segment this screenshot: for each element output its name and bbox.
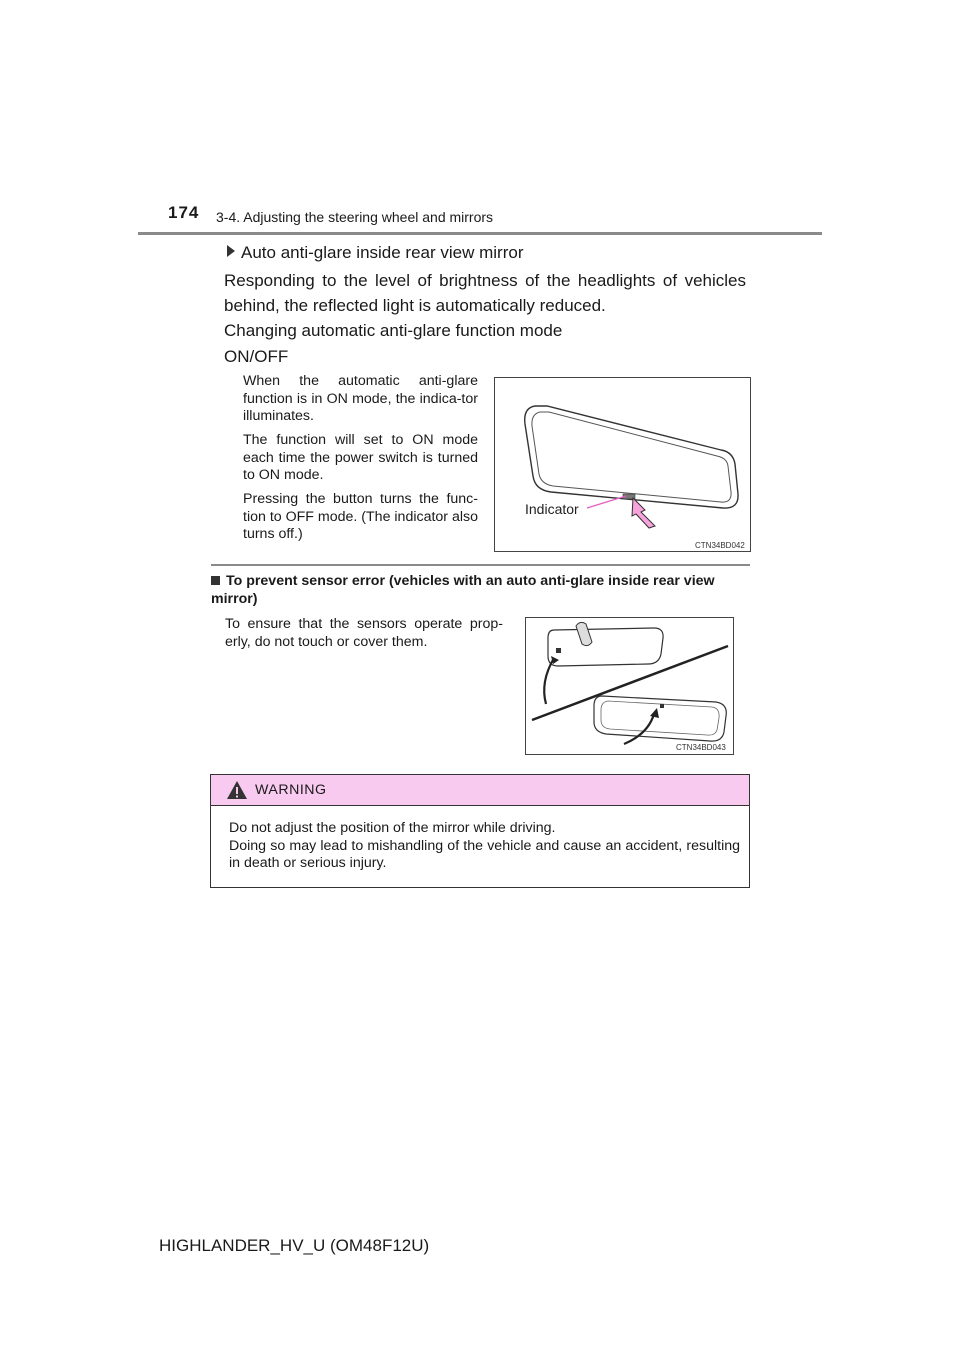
indicator-label: Indicator: [525, 501, 579, 517]
triangle-bullet-icon: [227, 245, 235, 257]
topic-heading: [227, 243, 524, 263]
page-number: 174: [168, 203, 200, 222]
figure-code: CTN34BD042: [695, 541, 745, 550]
warning-line-1: Do not adjust the position of the mirror while driving.: [229, 820, 556, 836]
header-rule: [138, 232, 822, 235]
note-text: To ensure that the sensors operate prop-erly, do not touch or cover them.: [225, 616, 503, 650]
topic-heading-text: Auto anti-glare inside rear view mirror: [241, 243, 524, 262]
note-title-text: To prevent sensor error (vehicles with an auto anti-glare inside rear view mirror): [211, 573, 715, 607]
description-2: The function will set to ON mode each time the power switch is turned to ON mode.: [243, 432, 478, 483]
warning-triangle-icon: [226, 780, 248, 800]
note-title: [211, 573, 751, 608]
warning-header: [211, 775, 749, 806]
mirror-indicator-figure: [494, 377, 751, 552]
section-divider: [211, 564, 750, 566]
description-1: When the automatic anti-glare function is in ON mode, the indica-tor illuminates.: [243, 373, 478, 424]
warning-box: [210, 774, 750, 888]
intro-paragraph: Responding to the level of brightness of the headlights of vehicles behind, the reflected light is automatically reduced.: [224, 271, 746, 315]
warning-text: [229, 820, 740, 873]
subheading: Changing automatic anti-glare function mode: [224, 321, 563, 340]
warning-line-2: Doing so may lead to mishandling of the vehicle and cause an accident, resulting in death or serious injury.: [229, 837, 740, 871]
mode-label: ON/OFF: [224, 347, 289, 366]
square-bullet-icon: [211, 576, 220, 585]
footer-model: HIGHLANDER_HV_U (OM48F12U): [159, 1236, 430, 1255]
figure-code-2: CTN34BD043: [676, 743, 726, 752]
description-3: Pressing the button turns the func-tion to OFF mode. (The indicator also turns off.): [243, 491, 478, 542]
warning-label: WARNING: [255, 782, 327, 798]
section-title: 3-4. Adjusting the steering wheel and mirrors: [216, 209, 494, 225]
mirror-sensors-figure: [525, 617, 734, 755]
